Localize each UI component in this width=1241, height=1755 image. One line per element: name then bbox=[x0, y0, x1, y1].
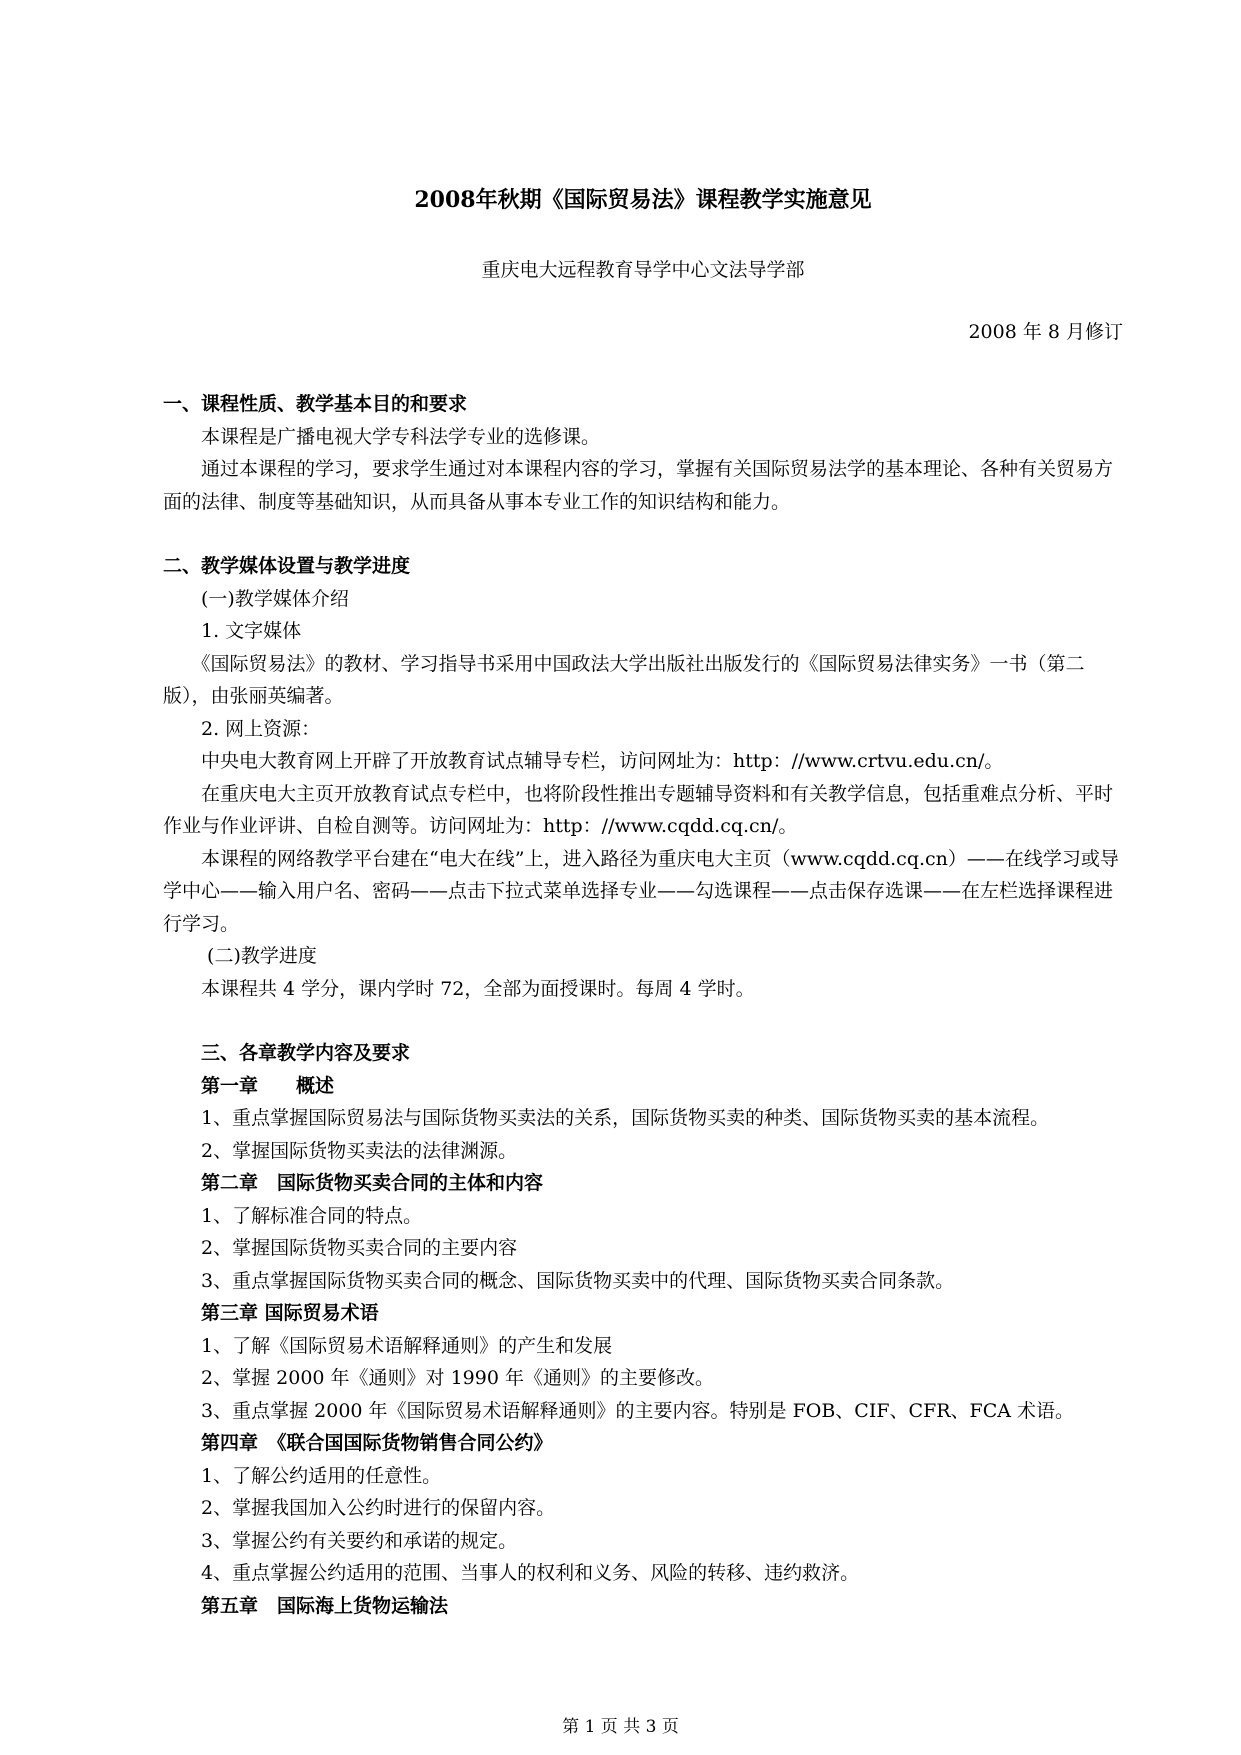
chapter-2-title: 第二章 国际货物买卖合同的主体和内容 bbox=[201, 1172, 544, 1194]
chapter-2-item-1: 1、了解标准合同的特点。 bbox=[201, 1204, 423, 1227]
chapter-4-item-1: 1、了解公约适用的任意性。 bbox=[201, 1464, 442, 1487]
section1-heading: 一、课程性质、教学基本目的和要求 bbox=[163, 393, 468, 415]
section2-item1-title: 1. 文字媒体 bbox=[201, 620, 302, 642]
document-page bbox=[163, 180, 1123, 1622]
section2-item2-text1: 中央电大教育网上开辟了开放教育试点辅导专栏，访问网址为：http：//www.crtvu.edu.cn/。 bbox=[201, 750, 1004, 772]
section1-paragraph-2: 通过本课程的学习，要求学生通过对本课程内容的学习，掌握有关国际贸易法学的基本理论、各种有关贸易方面的法律、制度等基础知识，从而具备从事本专业工作的知识结构和能力。 bbox=[163, 458, 1114, 513]
section3-heading: 三、各章教学内容及要求 bbox=[201, 1042, 411, 1064]
chapter-3-item-3: 3、重点掌握 2000 年《国际贸易术语解释通则》的主要内容。特别是 FOB、CIF、CFR、FCA 术语。 bbox=[201, 1399, 1075, 1422]
chapter-4-item-3: 3、掌握公约有关要约和承诺的规定。 bbox=[201, 1529, 518, 1552]
chapter-2-item-2: 2、掌握国际货物买卖合同的主要内容 bbox=[201, 1237, 518, 1259]
document-subtitle: 重庆电大远程教育导学中心文法导学部 bbox=[481, 259, 805, 281]
chapter-1-item-1: 1、重点掌握国际贸易法与国际货物买卖法的关系，国际货物买卖的种类、国际货物买卖的基本流程。 bbox=[201, 1107, 1050, 1129]
chapter-3-item-1: 1、了解《国际贸易术语解释通则》的产生和发展 bbox=[201, 1334, 613, 1357]
chapter-4-item-2: 2、掌握我国加入公约时进行的保留内容。 bbox=[201, 1497, 556, 1519]
section2-heading: 二、教学媒体设置与教学进度 bbox=[163, 555, 411, 577]
chapter-3-item-2: 2、掌握 2000 年《通则》对 1990 年《通则》的主要修改。 bbox=[201, 1367, 714, 1389]
section2-item2-text3: 本课程的网络教学平台建在“电大在线”上，进入路径为重庆电大主页（www.cqdd.cq.cn）——在线学习或导学中心——输入用户名、密码——点击下拉式菜单选择专业——勾选课程——点击保存选课——在左栏选择课程进行学习。 bbox=[163, 847, 1119, 935]
section2-sub2-text: 本课程共 4 学分，课内学时 72，全部为面授课时。每周 4 学时。 bbox=[201, 977, 755, 1000]
page-footer: 第 1 页 共 3 页 bbox=[562, 1717, 679, 1737]
section2-item2-text2: 在重庆电大主页开放教育试点专栏中，也将阶段性推出专题辅导资料和有关教学信息，包括重难点分析、平时作业与作业评讲、自检自测等。访问网址为：http：//www.cqdd.cq.cn/。 bbox=[163, 782, 1114, 837]
section2-item1-text: 《国际贸易法》的教材、学习指导书采用中国政法大学出版社出版发行的《国际贸易法律实务》一书（第二版），由张丽英编著。 bbox=[163, 652, 1085, 707]
document-title: 2008年秋期《国际贸易法》课程教学实施意见 bbox=[414, 187, 872, 213]
chapter-4-title: 第四章 《联合国国际货物销售合同公约》 bbox=[201, 1432, 553, 1454]
chapter-3-title: 第三章 国际贸易术语 bbox=[201, 1302, 379, 1324]
section1-paragraph-1: 本课程是广播电视大学专科法学专业的选修课。 bbox=[201, 425, 601, 448]
chapter-4-item-4: 4、重点掌握公约适用的范围、当事人的权利和义务、风险的转移、违约救济。 bbox=[201, 1562, 860, 1584]
section2-sub1: (一)教学媒体介绍 bbox=[201, 587, 349, 610]
chapter-1-item-2: 2、掌握国际货物买卖法的法律渊源。 bbox=[201, 1139, 518, 1162]
chapter-2-item-3: 3、重点掌握国际货物买卖合同的概念、国际货物买卖中的代理、国际货物买卖合同条款。 bbox=[201, 1269, 955, 1292]
revision-date: 2008 年 8 月修订 bbox=[968, 321, 1123, 343]
section2-sub2: (二)教学进度 bbox=[201, 945, 317, 967]
section2-item2-title: 2. 网上资源： bbox=[201, 717, 321, 740]
chapter-1-title: 第一章 概述 bbox=[201, 1074, 335, 1097]
chapter-5-title: 第五章 国际海上货物运输法 bbox=[201, 1594, 449, 1617]
